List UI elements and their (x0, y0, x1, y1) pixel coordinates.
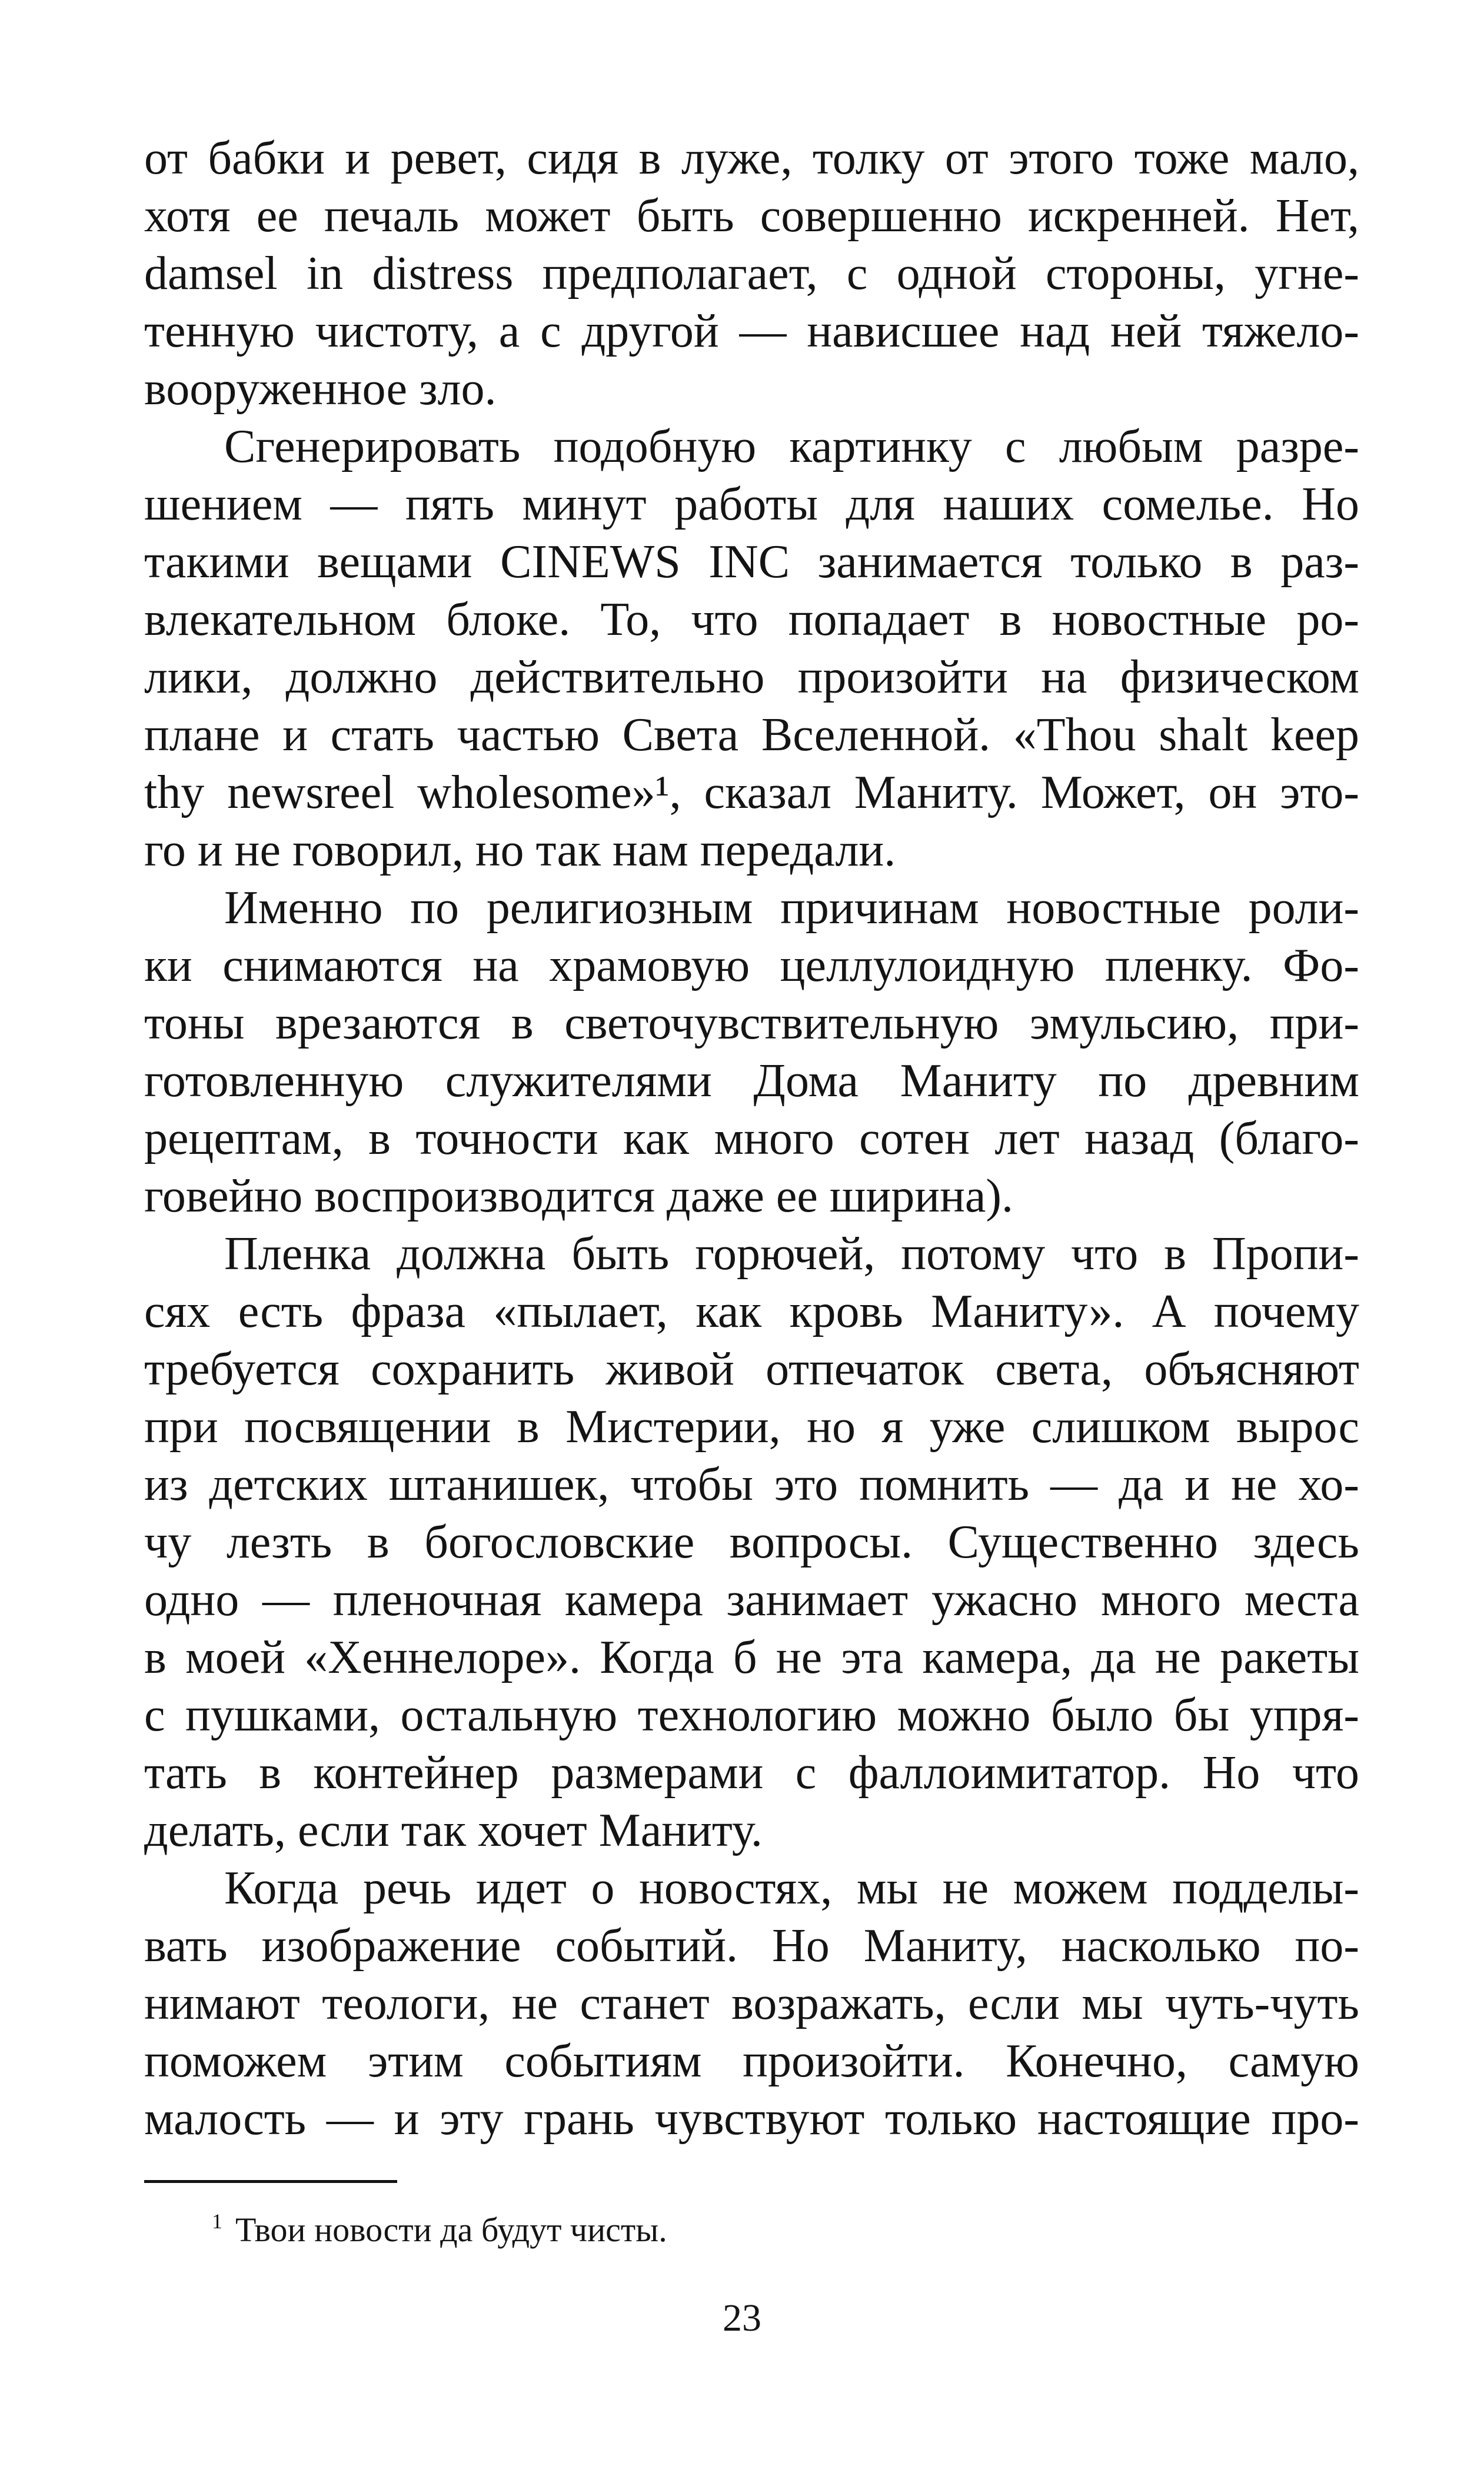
text-line: thy newsreel wholesome»¹, сказал Маниту. Может, он это- (144, 767, 1359, 818)
text-line: плане и стать частью Света Вселенной. «Thou shalt keep (144, 709, 1359, 761)
text-line: лики, должно действительно произойти на физическом (144, 651, 1359, 703)
text-line: шением — пять минут работы для наших сомелье. Но (144, 478, 1359, 530)
text-line: малость — и эту грань чувствуют только настоящие про- (144, 2093, 1359, 2145)
text-line: от бабки и ревет, сидя в луже, толку от этого тоже мало, (144, 132, 1359, 184)
text-line: одно — пленочная камера занимает ужасно много места (144, 1574, 1359, 1626)
text-line: говейно воспроизводится даже ее ширина). (144, 1170, 1014, 1222)
text-line: с пушками, остальную технологию можно было бы упря- (144, 1689, 1359, 1741)
footnote-marker: 1 (212, 2209, 222, 2233)
text-line: чу лезть в богословские вопросы. Существенно здесь (144, 1516, 1359, 1568)
text-line: Пленка должна быть горючей, потому что в Пропи- (224, 1228, 1359, 1280)
text-line: Когда речь идет о новостях, мы не можем подделы- (224, 1862, 1359, 1914)
text-line: в моей «Хеннелоре». Когда б не эта камера, да не ракеты (144, 1632, 1359, 1683)
text-line: требуется сохранить живой отпечаток света, объясняют (144, 1343, 1359, 1395)
text-line: влекательном блоке. То, что попадает в новостные ро- (144, 594, 1359, 645)
text-line: поможем этим событиям произойти. Конечно, самую (144, 2035, 1359, 2087)
text-line: тать в контейнер размерами с фаллоимитатор. Но что (144, 1747, 1359, 1799)
text-line: Именно по религиозным причинам новостные роли- (224, 882, 1359, 934)
text-line: тенную чистоту, а с другой — нависшее над ней тяжело- (144, 305, 1359, 357)
text-line: такими вещами CINEWS INC занимается только в раз- (144, 536, 1359, 588)
text-line: при посвящении в Мистерии, но я уже слишком вырос (144, 1401, 1359, 1453)
body-text (144, 129, 1359, 2148)
footnote-text: Твои новости да будут чисты. (235, 2211, 667, 2249)
text-line: damsel in distress предполагает, с одной стороны, угне- (144, 248, 1359, 299)
text-line: из детских штанишек, чтобы это помнить — да и не хо- (144, 1459, 1359, 1510)
text-line: го и не говорил, но так нам передали. (144, 824, 896, 876)
footnote (212, 2207, 667, 2254)
text-line: готовленную служителями Дома Маниту по древним (144, 1055, 1359, 1107)
text-line: делать, если так хочет Маниту. (144, 1805, 763, 1856)
text-line: ки снимаются на храмовую целлулоидную пленку. Фо- (144, 940, 1359, 991)
footnote-divider (144, 2180, 397, 2183)
text-line: рецептам, в точности как много сотен лет назад (благо- (144, 1113, 1359, 1164)
text-line: вать изображение событий. Но Маниту, насколько по- (144, 1920, 1359, 1972)
text-line: Сгенерировать подобную картинку с любым разре- (224, 421, 1359, 472)
text-line: вооруженное зло. (144, 363, 497, 415)
text-line: тоны врезаются в светочувствительную эмульсию, при- (144, 997, 1359, 1049)
text-line: сях есть фраза «пылает, как кровь Маниту». А почему (144, 1286, 1359, 1337)
text-line: хотя ее печаль может быть совершенно искренней. Нет, (144, 190, 1359, 242)
page-number: 23 (723, 2297, 761, 2339)
text-line: нимают теологи, не станет возражать, если мы чуть-чуть (144, 1978, 1359, 2029)
